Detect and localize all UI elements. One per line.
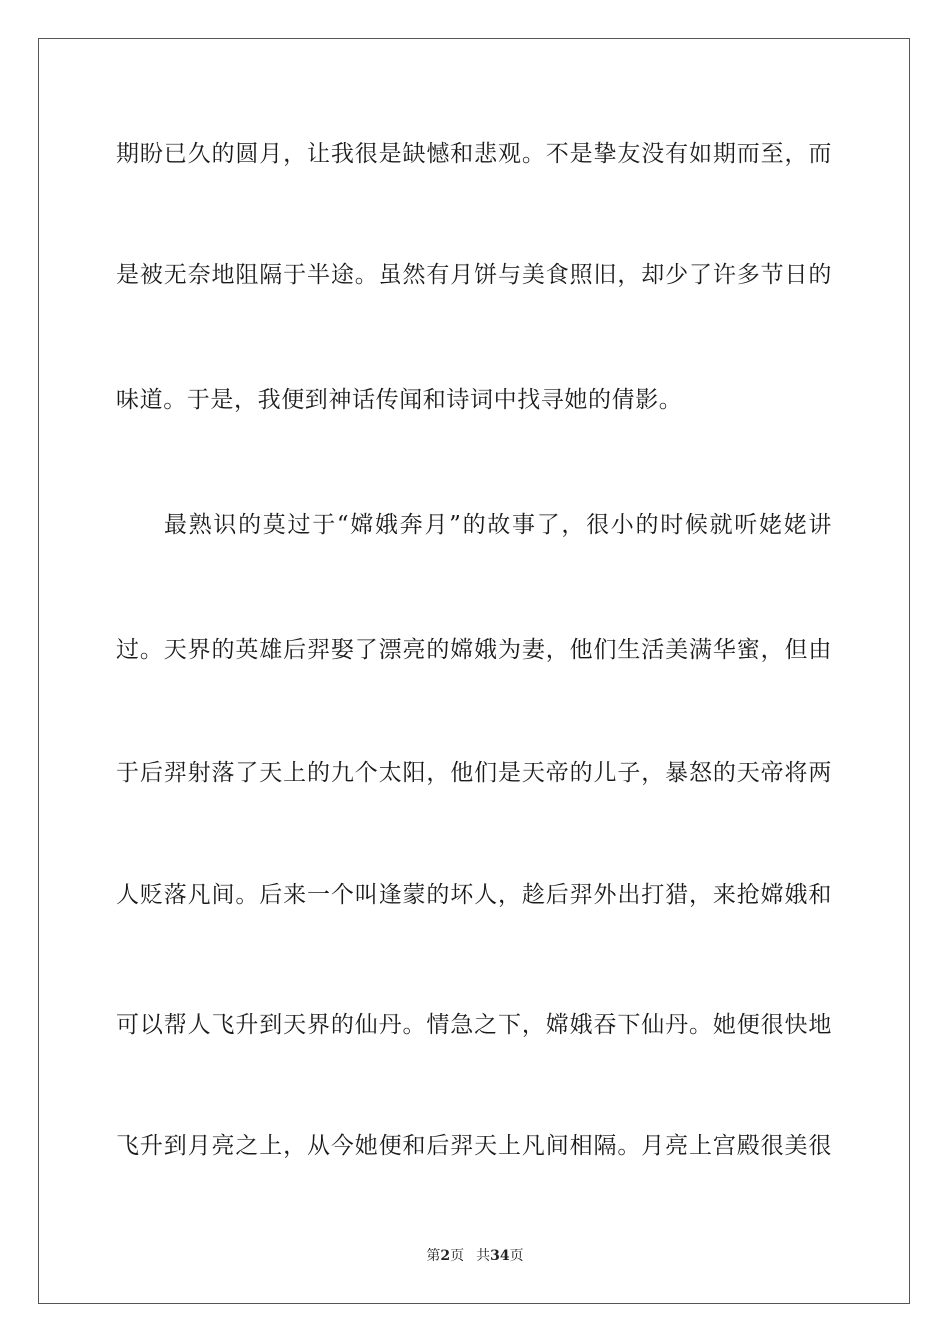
total-prefix: 共 bbox=[476, 1248, 491, 1264]
page-suffix: 页 bbox=[450, 1248, 465, 1264]
body-line-5: 过。天界的英雄后羿娶了漂亮的嫦娥为妻，他们生活美满华蜜，但由 bbox=[116, 637, 832, 663]
page-number: 2 bbox=[440, 1248, 451, 1264]
total-suffix: 页 bbox=[509, 1248, 524, 1264]
body-line-2: 是被无奈地阻隔于半途。虽然有月饼与美食照旧，却少了许多节日的 bbox=[116, 262, 832, 288]
page-border bbox=[38, 38, 910, 1304]
body-line-9: 飞升到月亮之上，从今她便和后羿天上凡间相隔。月亮上宫殿很美很 bbox=[116, 1133, 832, 1159]
total-pages: 34 bbox=[490, 1248, 510, 1264]
body-line-7: 人贬落凡间。后来一个叫逢蒙的坏人，趁后羿外出打猎，来抢嫦娥和 bbox=[116, 882, 832, 908]
body-line-6: 于后羿射落了天上的九个太阳，他们是天帝的儿子，暴怒的天帝将两 bbox=[116, 760, 832, 786]
page-prefix: 第 bbox=[426, 1248, 441, 1264]
page-footer bbox=[0, 1247, 950, 1265]
body-line-3: 味道。于是，我便到神话传闻和诗词中找寻她的倩影。 bbox=[116, 387, 683, 413]
body-line-1: 期盼已久的圆月，让我很是缺憾和悲观。不是挚友没有如期而至，而 bbox=[116, 141, 832, 167]
body-line-4: 最熟识的莫过于“嫦娥奔月”的故事了，很小的时候就听姥姥讲 bbox=[164, 512, 832, 538]
body-line-8: 可以帮人飞升到天界的仙丹。情急之下，嫦娥吞下仙丹。她便很快地 bbox=[116, 1012, 832, 1038]
